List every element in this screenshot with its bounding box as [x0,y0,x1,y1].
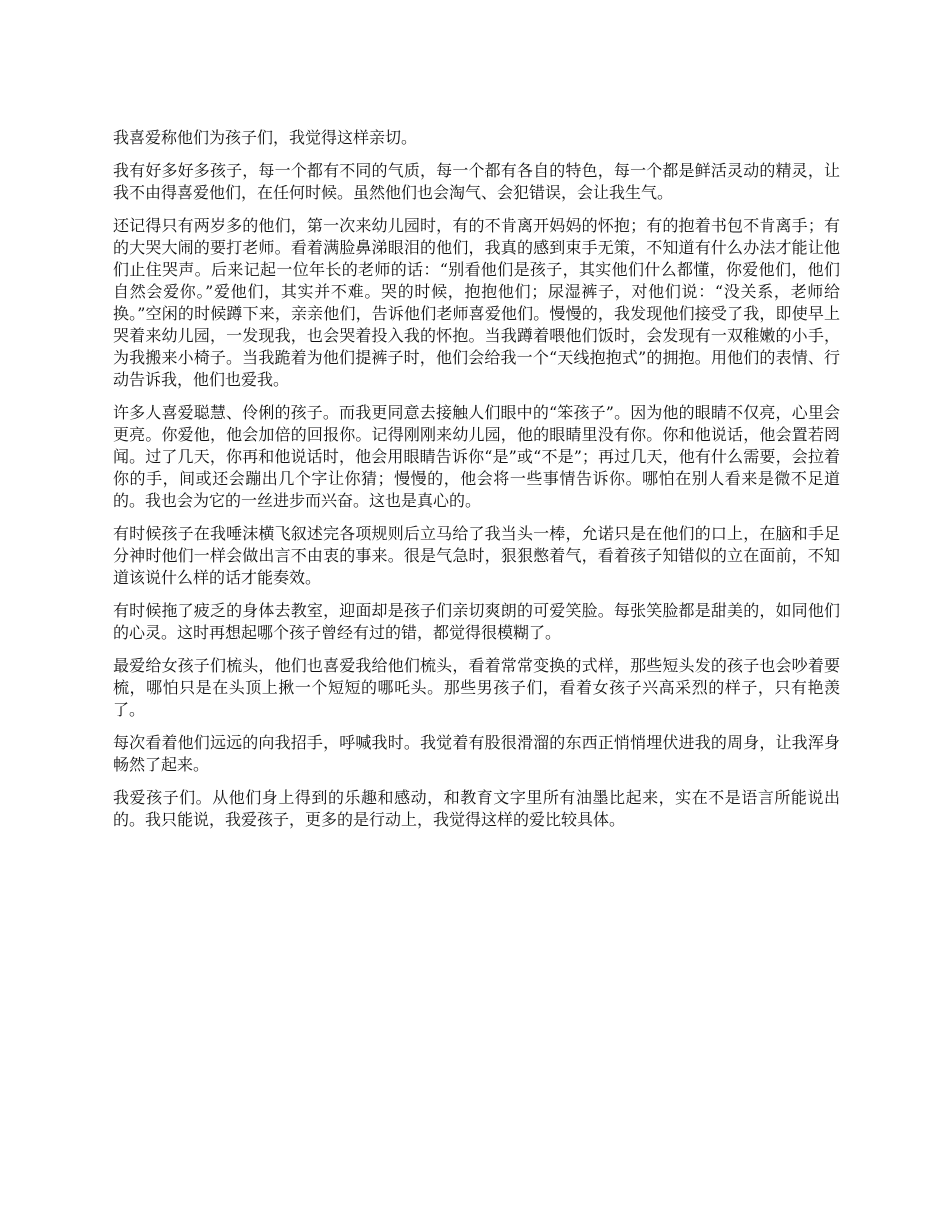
paragraph: 有时候孩子在我唾沫横飞叙述完各项规则后立马给了我当头一棒，允诺只是在他们的口上，在脑和手足分神时他们一样会做出言不由衷的事来。很是气急时，狠狠憋着气，看着孩子知错似的立在面前，不知道该说什么样的话才能奏效。 [113,524,840,587]
document-body [113,127,840,842]
paragraph: 我喜爱称他们为孩子们，我觉得这样亲切。 [113,128,418,147]
paragraph: 还记得只有两岁多的他们，第一次来幼儿园时，有的不肯离开妈妈的怀抱；有的抱着书包不肯离手；有的大哭大闹的要打老师。看着满脸鼻涕眼泪的他们，我真的感到束手无策，不知道有什么办法才能让他们止住哭声。后来记起一位年长的老师的话：“别看他们是孩子，其实他们什么都懂，你爱他们，他们自然会爱你。”爱他们，其实并不难。哭的时候，抱抱他们；尿湿裤子，对他们说：“没关系，老师给换。”空闲的时候蹲下来，亲亲他们，告诉他们老师喜爱他们。慢慢的，我发现他们接受了我，即使早上哭着来幼儿园，一发现我，也会哭着投入我的怀抱。当我蹲着喂他们饭时，会发现有一双稚嫩的小手，为我搬来小椅子。当我跪着为他们提裤子时，他们会给我一个“天线抱抱式”的拥抱。用他们的表情、行动告诉我，他们也爱我。 [113,216,840,389]
paragraph: 我有好多好多孩子，每一个都有不同的气质，每一个都有各自的特色，每一个都是鲜活灵动的精灵，让我不由得喜爱他们，在任何时候。虽然他们也会淘气、会犯错误，会让我生气。 [113,161,840,202]
paragraph: 有时候拖了疲乏的身体去教室，迎面却是孩子们亲切爽朗的可爱笑脸。每张笑脸都是甜美的，如同他们的心灵。这时再想起哪个孩子曾经有过的错，都觉得很模糊了。 [113,601,840,642]
paragraph: 最爱给女孩子们梳头，他们也喜爱我给他们梳头，看着常常变换的式样，那些短头发的孩子也会吵着要梳，哪怕只是在头顶上揪一个短短的哪吒头。那些男孩子们，看着女孩子兴高采烈的样子，只有艳羡了。 [113,656,840,719]
paragraph: 我爱孩子们。从他们身上得到的乐趣和感动，和教育文字里所有油墨比起来，实在不是语言所能说出的。我只能说，我爱孩子，更多的是行动上，我觉得这样的爱比较具体。 [113,788,840,829]
paragraph: 许多人喜爱聪慧、伶俐的孩子。而我更同意去接触人们眼中的“笨孩子”。因为他的眼睛不仅亮，心里会更亮。你爱他，他会加倍的回报你。记得刚刚来幼儿园，他的眼睛里没有你。你和他说话，他会置若罔闻。过了几天，你再和他说话时，他会用眼睛告诉你“是”或“不是”；再过几天，他有什么需要，会拉着你的手，间或还会蹦出几个字让你猜；慢慢的，他会将一些事情告诉你。哪怕在别人看来是微不足道的。我也会为它的一丝进步而兴奋。这也是真心的。 [113,403,840,510]
paragraph: 每次看着他们远远的向我招手，呼喊我时。我觉着有股很滑溜的东西正悄悄埋伏进我的周身，让我浑身畅然了起来。 [113,733,840,774]
